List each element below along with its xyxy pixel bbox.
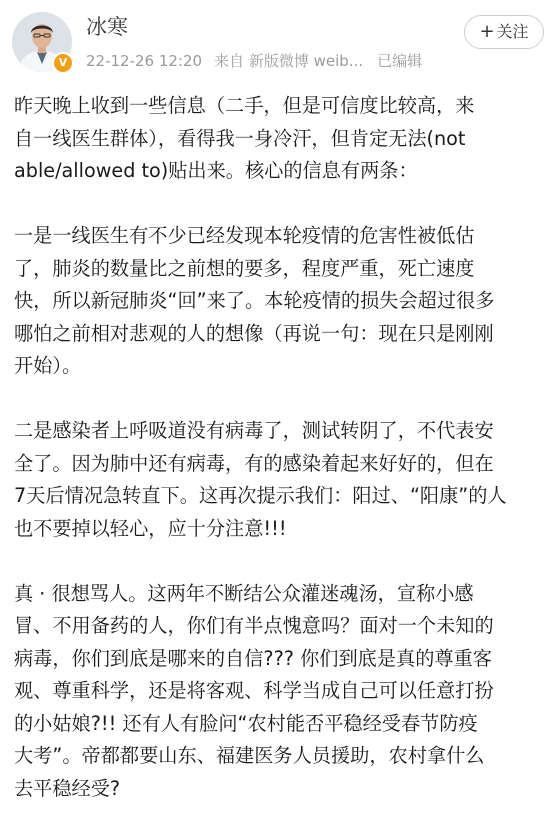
post-source[interactable]: 来自 新版微博 weib... [214,52,364,70]
post-paragraph-4: 真 · 很想骂人。这两年不断结公众灌迷魂汤，宣称小感 冒、不用备药的人，你们有半点愧意吗？面对一个未知的 病毒，你们到底是哪来的自信??? 你们到底是真的尊重客 观、尊重科学，还是将客观、科学当成自己可以任意打扮 的小姑娘?!! 还有人有脸问“农村能否平稳经受春节防疫 大考”。帝都都要山东、福建医务人员援助，农村拿什么 去平稳经受? [14,581,494,800]
follow-button[interactable] [464,15,544,49]
edited-label[interactable]: 已编辑 [377,52,423,70]
post-paragraph-1: 昨天晚上收到一些信息（二手，但是可信度比较高，来 自一线医生群体），看得我一身冷汗，但肯定无法(not able/allowed to)贴出来。核心的信息有两条： [14,94,475,182]
author-name[interactable]: 冰寒 [86,15,128,39]
post-meta [86,50,434,72]
post-header [0,0,549,80]
follow-button-label: 关注 [496,22,529,41]
plus-icon: + [479,21,495,42]
post-paragraph-2: 一是一线医生有不少已经发现本轮疫情的危害性被低估 了，肺炎的数量比之前想的要多，程度严重，死亡速度 快，所以新冠肺炎“回”来了。本轮疫情的损失会超过很多 哪怕之前相对悲观的人的想像（再说一句：现在只是刚刚 开始）。 [14,224,495,377]
post-content [14,90,545,815]
post-paragraph-3: 二是感染者上呼吸道没有病毒了，测试转阴了，不代表安 全了。因为肺中还有病毒，有的感染着起来好好的，但在 7天后情况急转直下。这再次提示我们：阳过、“阳康”的人 也不要掉以轻心，应十分注意!!! [14,419,507,540]
post-timestamp: 22-12-26 12:20 [86,52,203,70]
verified-v-badge-icon: V [52,52,74,74]
